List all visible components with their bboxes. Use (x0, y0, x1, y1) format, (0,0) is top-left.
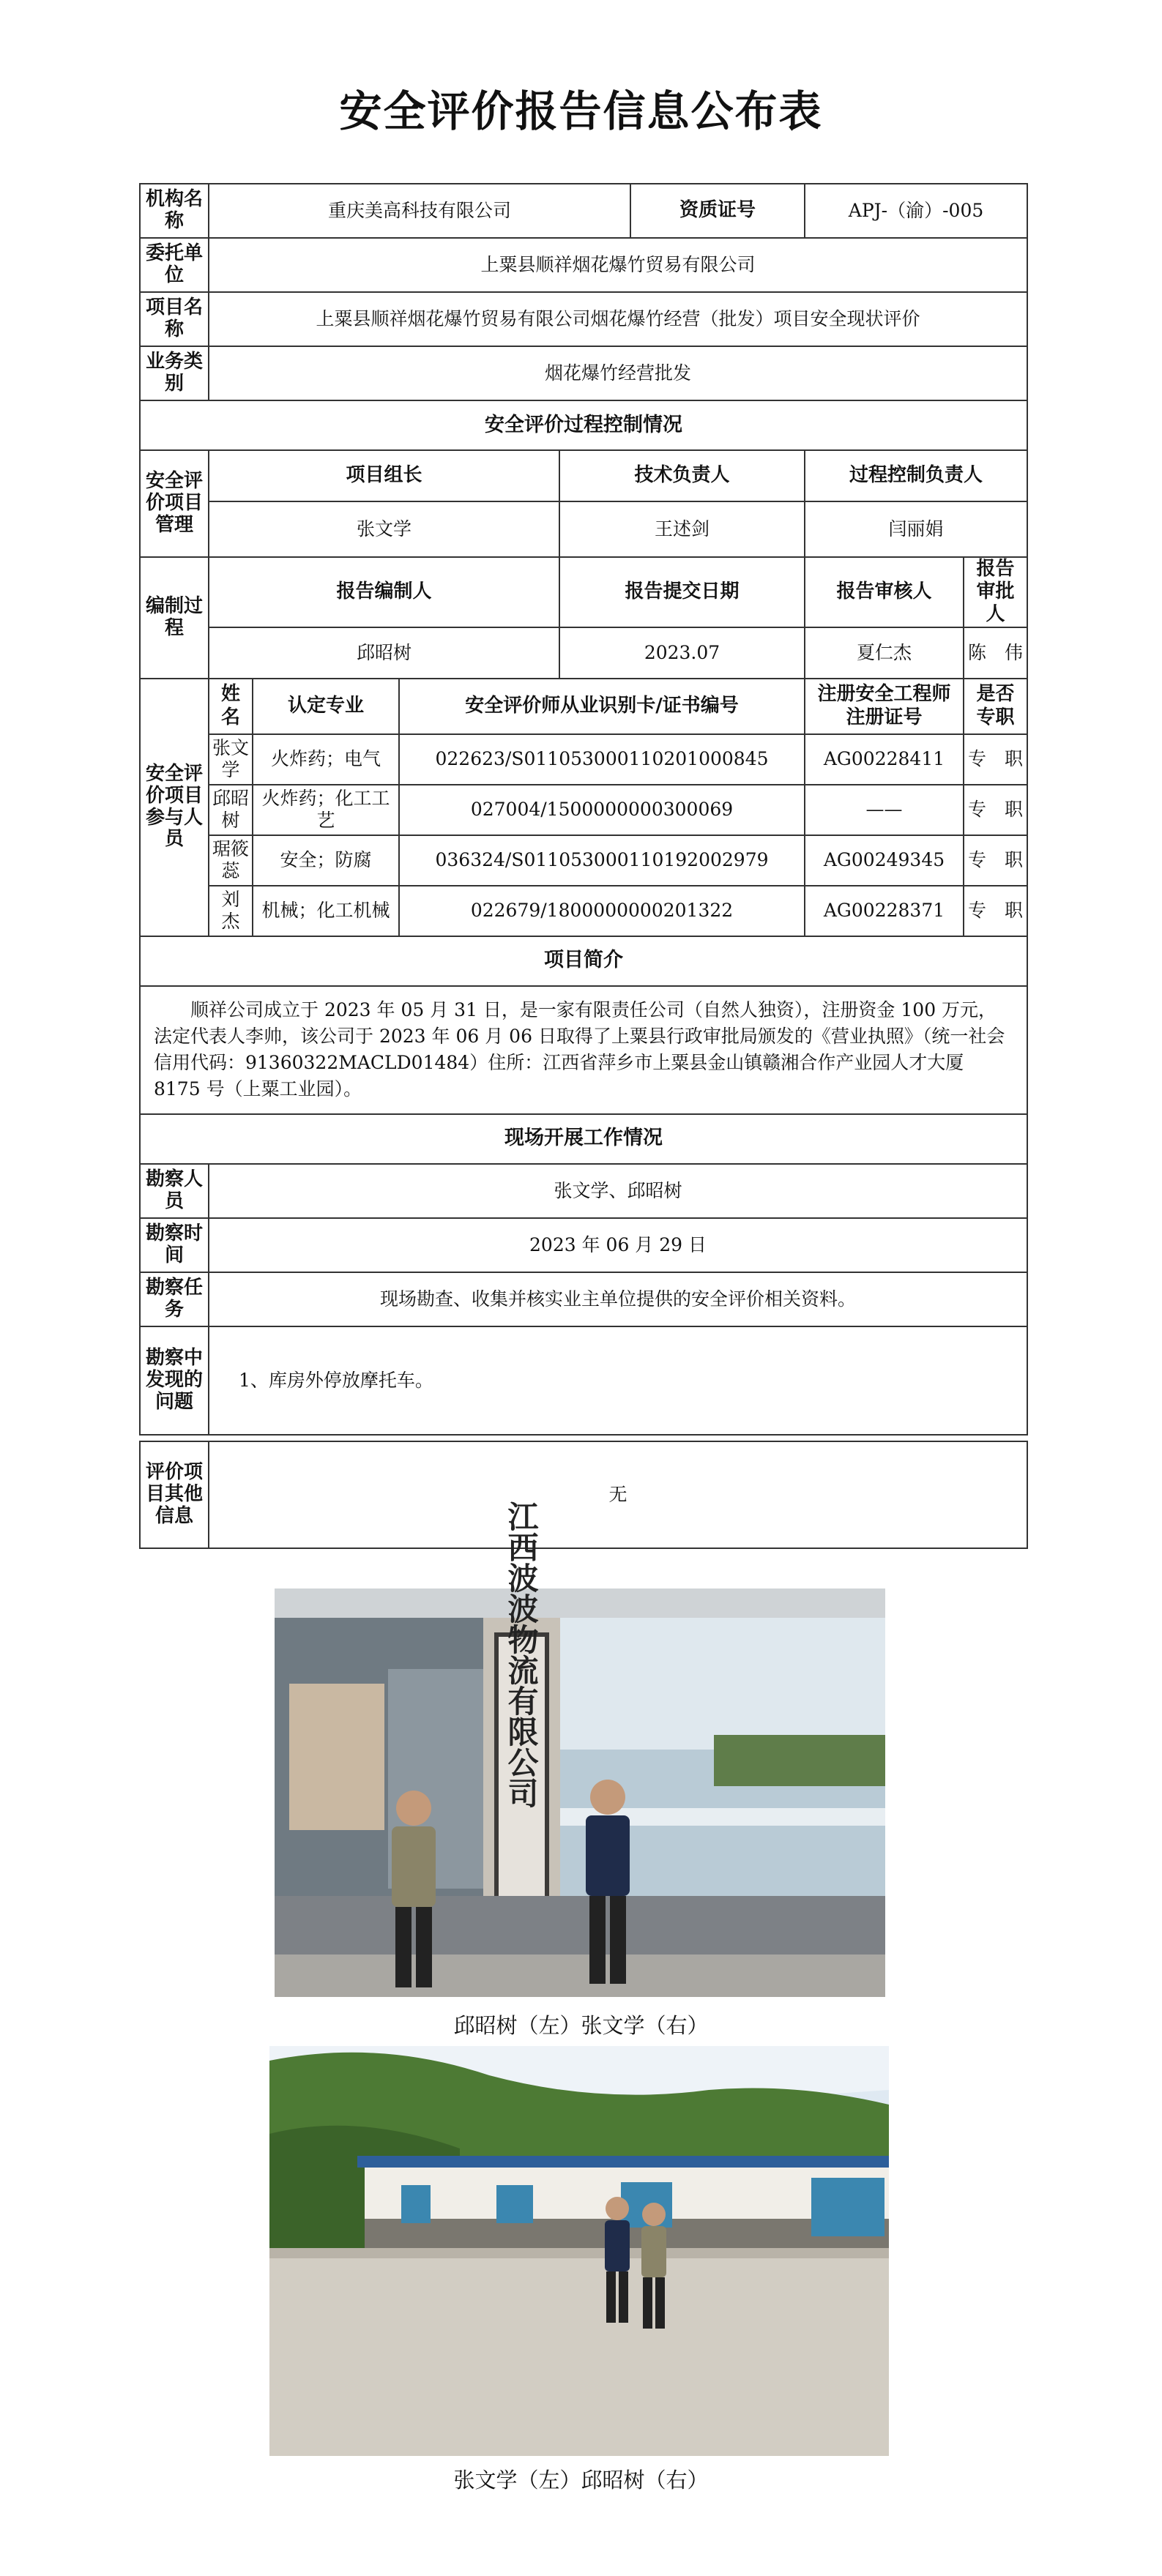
compile-header-reviewer: 报告审核人 (805, 557, 964, 627)
photo-caption-2: 张文学（左）邱昭树（右） (453, 2468, 709, 2493)
survey-task-label: 勘察任务 (140, 1272, 209, 1326)
staff-major: 安全；防腐 (253, 835, 399, 886)
info-table (139, 183, 1028, 1436)
process-section-title: 安全评价过程控制情况 (140, 400, 1027, 450)
mgmt-value-leader: 张文学 (209, 501, 559, 557)
staff-major: 火炸药；化工工艺 (253, 785, 399, 835)
mgmt-value-tech: 王述剑 (559, 501, 805, 557)
staff-fulltime: 专 职 (964, 835, 1027, 886)
staff-cert: 036324/S011053000110192002979 (399, 835, 805, 886)
field-section-title: 现场开展工作情况 (140, 1114, 1027, 1164)
staff-fulltime: 专 职 (964, 734, 1027, 785)
survey-time-label: 勘察时间 (140, 1218, 209, 1272)
survey-issues-value: 1、库房外停放摩托车。 (209, 1326, 1027, 1435)
client-value: 上粟县顺祥烟花爆竹贸易有限公司 (209, 238, 1027, 292)
compile-value-reviewer: 夏仁杰 (805, 627, 964, 679)
survey-task-value: 现场勘查、收集并核实业主单位提供的安全评价相关资料。 (209, 1272, 1027, 1326)
mgmt-header-process: 过程控制负责人 (805, 450, 1027, 501)
table-row (140, 835, 1027, 886)
staff-header-fulltime: 是否专职 (964, 679, 1027, 734)
biz-value: 烟花爆竹经营批发 (209, 346, 1027, 400)
table-row (140, 734, 1027, 785)
qual-value: APJ-（渝）-005 (805, 184, 1027, 238)
survey-time-value: 2023 年 06 月 29 日 (209, 1218, 1027, 1272)
biz-label: 业务类别 (140, 346, 209, 400)
staff-cert: 022679/1800000000201322 (399, 886, 805, 936)
compile-header-approver: 报告审批人 (964, 557, 1027, 627)
sign-text: 江西波波物流有限公司 (503, 1501, 540, 1808)
staff-header-cert: 安全评价师从业识别卡/证书编号 (399, 679, 805, 734)
org-value: 重庆美高科技有限公司 (209, 184, 630, 238)
compile-value-date: 2023.07 (559, 627, 805, 679)
staff-reg: AG00228371 (805, 886, 964, 936)
table-row (140, 785, 1027, 835)
survey-people-value: 张文学、邱昭树 (209, 1164, 1027, 1218)
staff-fulltime: 专 职 (964, 886, 1027, 936)
table-row (140, 886, 1027, 936)
staff-name: 琚筱蕊 (209, 835, 253, 886)
project-label: 项目名称 (140, 292, 209, 346)
mgmt-label: 安全评价项目管理 (140, 450, 209, 557)
staff-fulltime: 专 职 (964, 785, 1027, 835)
project-value: 上粟县顺祥烟花爆竹贸易有限公司烟花爆竹经营（批发）项目安全现状评价 (209, 292, 1027, 346)
client-label: 委托单位 (140, 238, 209, 292)
compile-header-author: 报告编制人 (209, 557, 559, 627)
survey-issues-label: 勘察中发现的问题 (140, 1326, 209, 1435)
org-label: 机构名称 (140, 184, 209, 238)
compile-label: 编制过程 (140, 557, 209, 679)
staff-major: 火炸药；电气 (253, 734, 399, 785)
intro-text: 顺祥公司成立于 2023 年 05 月 31 日，是一家有限责任公司（自然人独资），注册资金 100 万元，法定代表人李帅，该公司于 2023 年 06 月 06 日取得了上粟县行政审批局颁发的《营业执照》（统一社会信用代码：91360322MACLD01484）住所：江西省萍乡市上粟县金山镇赣湘合作产业园人才大厦 8175 号（上粟工业园）。 (140, 986, 1027, 1114)
staff-reg: AG00249345 (805, 835, 964, 886)
other-info-table (139, 1441, 1028, 1549)
compile-header-date: 报告提交日期 (559, 557, 805, 627)
compile-value-approver: 陈 伟 (964, 627, 1027, 679)
staff-reg: —— (805, 785, 964, 835)
staff-major: 机械；化工机械 (253, 886, 399, 936)
staff-header-name: 姓 名 (209, 679, 253, 734)
mgmt-header-tech: 技术负责人 (559, 450, 805, 501)
mgmt-value-process: 闫丽娟 (805, 501, 1027, 557)
staff-cert: 022623/S011053000110201000845 (399, 734, 805, 785)
other-info-value: 无 (209, 1441, 1027, 1548)
staff-cert: 027004/1500000000300069 (399, 785, 805, 835)
intro-section-title: 项目简介 (140, 936, 1027, 986)
other-info-label: 评价项目其他信息 (140, 1441, 209, 1548)
staff-name: 张文学 (209, 734, 253, 785)
page-title: 安全评价报告信息公布表 (339, 86, 823, 136)
compile-value-author: 邱昭树 (209, 627, 559, 679)
survey-people-label: 勘察人员 (140, 1164, 209, 1218)
staff-header-major: 认定专业 (253, 679, 399, 734)
photo-entrance (275, 1501, 885, 1997)
mgmt-header-leader: 项目组长 (209, 450, 559, 501)
photo-warehouse (269, 2046, 889, 2456)
staff-name: 刘 杰 (209, 886, 253, 936)
staff-reg: AG00228411 (805, 734, 964, 785)
staff-label: 安全评价项目参与人员 (140, 679, 209, 936)
photo-caption-1: 邱昭树（左）张文学（右） (453, 2013, 709, 2038)
qual-label: 资质证号 (630, 184, 805, 238)
staff-name: 邱昭树 (209, 785, 253, 835)
staff-header-reg: 注册安全工程师注册证号 (805, 679, 964, 734)
